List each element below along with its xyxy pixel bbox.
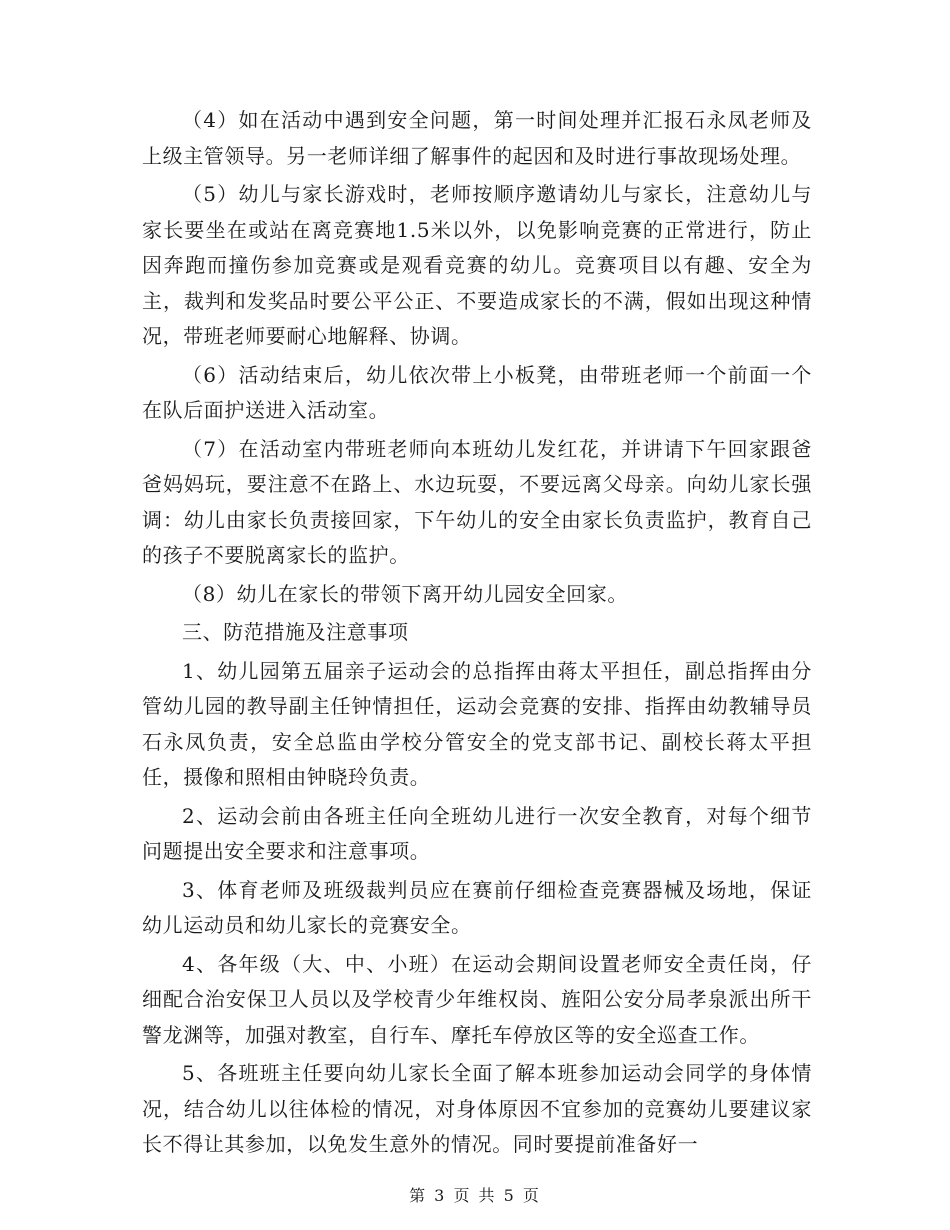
paragraph-item-5: （5）幼儿与家长游戏时，老师按顺序邀请幼儿与家长，注意幼儿与家长要坐在或站在离竞赛地1.5米以外，以免影响竞赛的正常进行，防止因奔跑而撞伤参加竞赛或是观看竞赛的幼儿。竞赛项目以有趣、安全为主，裁判和发奖品时要公平公正、不要造成家长的不满，假如出现这种情况，带班老师要耐心地解释、协调。: [142, 182, 812, 348]
paragraph-item-4: （4）如在活动中遇到安全问题，第一时间处理并汇报石永凤老师及上级主管领导。另一老师详细了解事件的起因和及时进行事故现场处理。: [142, 108, 812, 168]
measure-item-1: 1、幼儿园第五届亲子运动会的总指挥由蒋太平担任，副总指挥由分管幼儿园的教导副主任钟情担任，运动会竞赛的安排、指挥由幼教辅导员石永凤负责，安全总监由学校分管安全的党支部书记、副校长蒋太平担任，摄像和照相由钟晓玲负责。: [142, 658, 812, 789]
measure-item-2: 2、运动会前由各班主任向全班幼儿进行一次安全教育，对每个细节问题提出安全要求和注意事项。: [142, 803, 812, 863]
measure-item-3: 3、体育老师及班级裁判员应在赛前仔细检查竞赛器械及场地，保证幼儿运动员和幼儿家长的竞赛安全。: [142, 877, 812, 937]
document-body: [142, 103, 812, 1166]
section-heading: 三、防范措施及注意事项: [182, 620, 409, 644]
paragraph-item-6: （6）活动结束后，幼儿依次带上小板凳，由带班老师一个前面一个在队后面护送进入活动室。: [142, 362, 812, 422]
page-number-footer: 第 3 页 共 5 页: [409, 1186, 541, 1205]
paragraph-item-7: （7）在活动室内带班老师向本班幼儿发红花，并讲请下午回家跟爸爸妈妈玩，要注意不在路上、水边玩耍，不要远离父母亲。向幼儿家长强调：幼儿由家长负责接回家，下午幼儿的安全由家长负责监护，教育自己的孩子不要脱离家长的监护。: [142, 436, 812, 567]
paragraph-item-8: （8）幼儿在家长的带领下离开幼儿园安全回家。: [182, 581, 628, 606]
measure-item-5: 5、各班班主任要向幼儿家长全面了解本班参加运动会同学的身体情况，结合幼儿以往体检的情况，对身体原因不宜参加的竞赛幼儿要建议家长不得让其参加，以免发生意外的情况。同时要提前准备好一: [142, 1061, 812, 1156]
measure-item-4: 4、各年级（大、中、小班）在运动会期间设置老师安全责任岗，仔细配合治安保卫人员以及学校青少年维权岗、旌阳公安分局孝泉派出所干警龙渊等，加强对教室，自行车、摩托车停放区等的安全巡查工作。: [142, 951, 812, 1047]
